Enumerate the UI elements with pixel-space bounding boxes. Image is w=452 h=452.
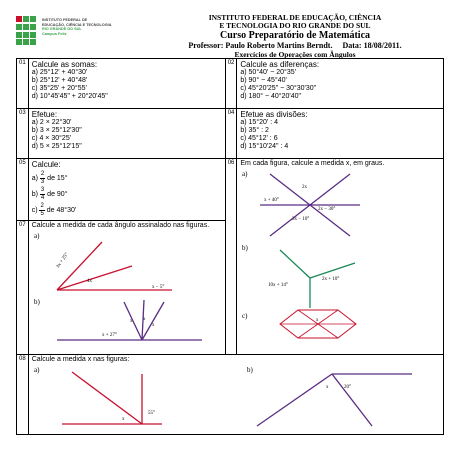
q08-number: 08 bbox=[17, 355, 29, 435]
q06-cell bbox=[237, 159, 444, 355]
q06-figures bbox=[240, 168, 440, 343]
q05-c-rest: de 48°30' bbox=[46, 206, 77, 214]
q07-a-e3: x − 5° bbox=[151, 285, 165, 290]
q03-title: Efetue: bbox=[31, 110, 58, 119]
q05-number: 05 bbox=[17, 159, 29, 221]
q04-item-a: a) 15°20' : 4 bbox=[240, 119, 278, 126]
q08-figures bbox=[32, 364, 432, 430]
q03-item-d: d) 5 × 25°12'15" bbox=[31, 143, 82, 150]
q07-number: 07 bbox=[17, 221, 29, 355]
q06-a-e1: 2x bbox=[302, 185, 308, 190]
q05-a-label: a) bbox=[31, 174, 38, 182]
institution-line1: INSTITUTO FEDERAL DE EDUCAÇÃO, CIÊNCIA bbox=[208, 13, 382, 22]
q02-cell bbox=[237, 59, 444, 109]
q05-c-fraction bbox=[39, 203, 44, 217]
q03-number: 03 bbox=[17, 109, 29, 159]
q04-item-d: d) 15°10'24" : 4 bbox=[240, 143, 289, 150]
q04-item-c: c) 45°12' : 6 bbox=[240, 135, 278, 142]
q06-c-e1: x bbox=[316, 318, 319, 323]
q01-item-d: d) 10°45'45" + 20°20'45" bbox=[31, 93, 108, 100]
q01-item-b: b) 25°12' + 40°48' bbox=[31, 77, 88, 84]
q07-cell bbox=[28, 221, 225, 355]
q01-item-c: c) 35°25' + 20°55' bbox=[31, 85, 87, 92]
q05-c-numerator: 2 bbox=[40, 203, 44, 209]
logo-grid-icon bbox=[16, 16, 38, 46]
q06-b-e2: 2x + 10° bbox=[322, 277, 340, 282]
q08-a-e1: 55° bbox=[147, 411, 155, 416]
q05-a-fraction bbox=[40, 171, 45, 185]
q06-a-label: a) bbox=[242, 170, 248, 178]
q08-b-ray1 bbox=[257, 374, 332, 426]
document-header bbox=[150, 14, 440, 59]
q07-b-ray1 bbox=[124, 302, 142, 340]
q07-a-label: a) bbox=[33, 232, 40, 240]
q03-item-a: a) 2 × 22°30' bbox=[31, 119, 72, 126]
q07-figures bbox=[32, 230, 222, 345]
document-date: Data: 18/08/2011. bbox=[342, 41, 402, 50]
q02-item-b: b) 90° − 45°40' bbox=[240, 77, 287, 84]
teacher-name: Professor: Paulo Roberto Martins Berndt. bbox=[188, 41, 333, 50]
q02-item-a: a) 50°40' − 20°35' bbox=[240, 69, 296, 76]
q03-item-b: b) 3 × 25°12'30" bbox=[31, 127, 82, 134]
q02-item-c: c) 45°20'25" − 30°30'30" bbox=[240, 85, 317, 92]
teacher-date-line bbox=[150, 41, 440, 50]
q02-title: Calcule as diferenças: bbox=[240, 60, 320, 69]
q07-title: Calcule a medida de cada ângulo assinalado nas figuras. bbox=[31, 222, 210, 229]
q01-item-a: a) 25°12' + 40°30' bbox=[31, 69, 88, 76]
q05-a-denominator: 3 bbox=[40, 178, 45, 185]
q05-b-fraction bbox=[40, 187, 45, 201]
q04-number: 04 bbox=[225, 109, 237, 159]
q07-b-e3: x bbox=[151, 323, 155, 328]
q06-a-e4: 3x − 10° bbox=[292, 217, 310, 222]
q04-item-b: b) 35° : 2 bbox=[240, 127, 269, 134]
q08-cell bbox=[28, 355, 444, 435]
q06-b-e1: 10x + 14° bbox=[268, 283, 289, 288]
q02-item-d: d) 180° − 40°20'40" bbox=[240, 93, 301, 100]
q05-item-a bbox=[32, 171, 222, 185]
q05-b-denominator: 4 bbox=[40, 194, 45, 201]
q06-b-ray2 bbox=[310, 263, 355, 278]
q06-number: 06 bbox=[225, 159, 237, 355]
institute-logo bbox=[16, 14, 136, 54]
q08-title: Calcule a medida x nas figuras: bbox=[31, 356, 130, 363]
exercise-table bbox=[16, 58, 444, 435]
q08-b-e1: x bbox=[325, 385, 329, 390]
q07-a-e1: 3x + 25° bbox=[55, 252, 70, 270]
q08-a-label: a) bbox=[33, 366, 40, 374]
q04-cell bbox=[237, 109, 444, 159]
q05-a-numerator: 2 bbox=[40, 171, 45, 177]
q07-b-label: b) bbox=[33, 298, 40, 306]
q05-c-denominator: 5 bbox=[40, 210, 44, 217]
q03-cell bbox=[28, 109, 225, 159]
logo-line3: RIO GRANDE DO SUL bbox=[42, 27, 82, 32]
course-title: Curso Preparatório de Matemática bbox=[219, 30, 371, 41]
q05-b-label: b) bbox=[31, 190, 38, 198]
q08-a-ray bbox=[72, 372, 142, 424]
q07-b-e1: x bbox=[129, 319, 133, 324]
q05-a-rest: de 15° bbox=[47, 174, 68, 182]
q05-b-numerator: 3 bbox=[40, 187, 45, 193]
q06-b-label: b) bbox=[242, 244, 249, 252]
q05-c-label: c) bbox=[31, 206, 38, 214]
institution-line2: E TECNOLOGIA DO RIO GRANDE DO SUL bbox=[219, 21, 371, 30]
q06-title: Em cada figura, calcule a medida x, em graus. bbox=[240, 160, 385, 167]
q01-title: Calcule as somas: bbox=[31, 60, 98, 69]
q01-cell bbox=[28, 59, 225, 109]
q05-b-rest: de 90° bbox=[47, 190, 68, 198]
q05-title: Calcule: bbox=[31, 160, 61, 169]
worksheet-subject: Exercícios de Operações com Ângulos bbox=[234, 50, 356, 59]
q03-item-c: c) 4 × 30°25' bbox=[31, 135, 72, 142]
q04-title: Efetue as divisões: bbox=[240, 110, 308, 119]
q02-number: 02 bbox=[225, 59, 237, 109]
logo-line4: Campus Feliz bbox=[42, 31, 67, 36]
q05-cell bbox=[28, 159, 225, 221]
logo-line2: EDUCAÇÃO, CIÊNCIA E TECNOLOGIA bbox=[42, 22, 112, 27]
q06-c-label: c) bbox=[242, 312, 248, 320]
q01-number: 01 bbox=[17, 59, 29, 109]
q08-b-ray2 bbox=[332, 374, 372, 426]
q06-b-ray1 bbox=[280, 250, 310, 278]
q07-b-e4: x + 27° bbox=[101, 333, 117, 338]
q05-item-b bbox=[32, 187, 222, 201]
q08-b-e2: 20° bbox=[343, 385, 351, 390]
logo-line1: INSTITUTO FEDERAL DE bbox=[42, 18, 88, 22]
q07-a-e2: 4x bbox=[86, 279, 92, 284]
q06-a-e2: x + 40° bbox=[264, 198, 280, 203]
q07-b-e2: x bbox=[142, 317, 146, 322]
q05-item-c bbox=[32, 203, 222, 217]
q08-a-e2: x bbox=[121, 417, 125, 422]
q08-b-label: b) bbox=[246, 366, 253, 374]
q06-a-e3: 2x − 30° bbox=[318, 207, 336, 212]
